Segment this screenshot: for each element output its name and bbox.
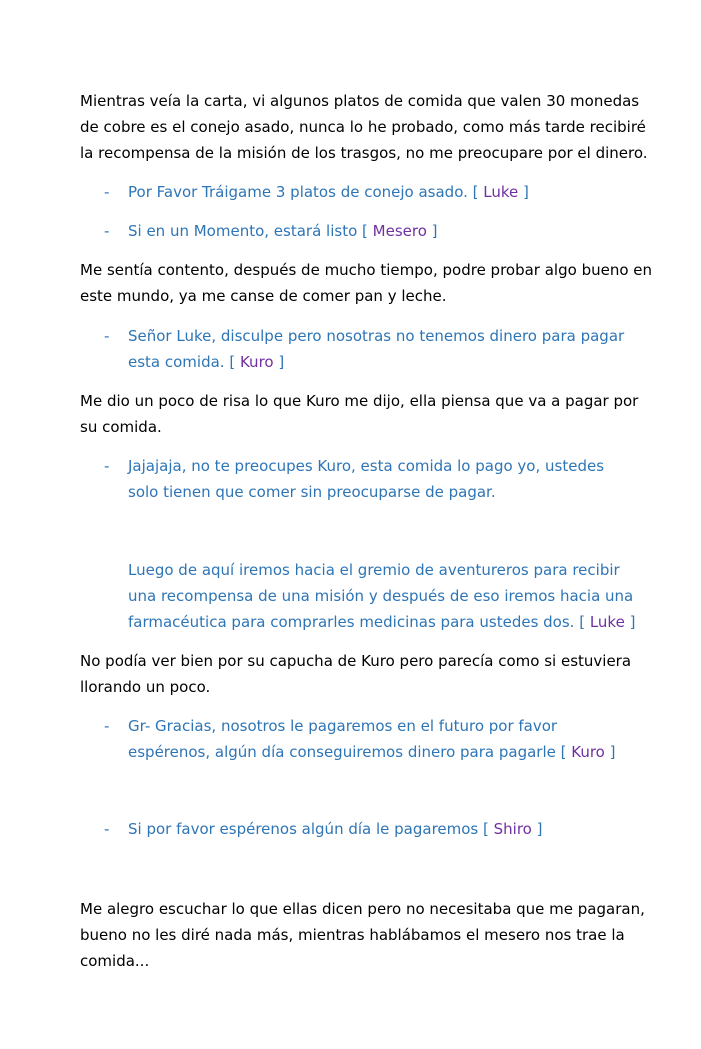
dialog-text-line: [128, 609, 636, 635]
dialog-dash: -: [104, 183, 110, 201]
narration-paragraph: [80, 257, 653, 309]
dialog-text-body: farmacéutica para comprarles medicinas para ustedes dos. [: [128, 613, 590, 631]
dialog-text-line: [128, 739, 624, 765]
dialog-dash: -: [104, 457, 110, 475]
dialog-line: [104, 453, 624, 505]
dialog-text-body: espérenos, algún día conseguiremos dinero para pagarle [: [128, 743, 572, 761]
dialog-text-line: Jajajaja, no te preocupes Kuro, esta comida lo pago yo, ustedes: [128, 457, 605, 475]
text-line: de cobre es el conejo asado, nunca lo he probado, como más tarde recibiré: [80, 118, 646, 136]
dialog-text-line: solo tienen que comer sin preocuparse de pagar.: [128, 483, 496, 501]
speaker-name: Luke: [589, 613, 625, 631]
bracket-close: ]: [426, 222, 438, 240]
text-line: No podía ver bien por su capucha de Kuro pero parecía como si estuviera: [80, 652, 632, 670]
dialog-text: [128, 218, 624, 244]
dialog-text-line: Gr- Gracias, nosotros le pagaremos en el futuro por favor: [128, 717, 558, 735]
text-line: este mundo, ya me canse de comer pan y leche.: [80, 287, 447, 305]
text-line: comida...: [80, 952, 150, 970]
dialog-text-line: Luego de aquí iremos hacia el gremio de aventureros para recibir: [128, 561, 620, 579]
bracket-close: ]: [531, 820, 543, 838]
narration-paragraph: [80, 88, 648, 166]
dialog-dash: -: [104, 222, 110, 240]
bracket-close: ]: [604, 743, 616, 761]
dialog-line: [104, 816, 624, 842]
dialog-text-body: esta comida. [: [128, 353, 240, 371]
speaker-name: Luke: [483, 183, 519, 201]
dialog-text: [128, 323, 624, 375]
dialog-text-line: [128, 349, 624, 375]
dialog-text: [128, 453, 624, 505]
dialog-text-line: Señor Luke, disculpe pero nosotras no tenemos dinero para pagar: [128, 327, 625, 345]
text-line: llorando un poco.: [80, 678, 211, 696]
dialog-text-body: Si en un Momento, estará listo [: [128, 222, 373, 240]
text-line: Me alegro escuchar lo que ellas dicen pero no necesitaba que me pagaran,: [80, 900, 645, 918]
text-line: la recompensa de la misión de los trasgos, no me preocupare por el dinero.: [80, 144, 648, 162]
dialog-text-line: una recompensa de una misión y después de eso iremos hacia una: [128, 587, 634, 605]
dialog-text-body: Por Favor Tráigame 3 platos de conejo asado. [: [128, 183, 484, 201]
dialog-line: [104, 218, 624, 244]
narration-paragraph: [80, 896, 645, 974]
narration-paragraph: [80, 388, 640, 440]
dialog-text: [128, 816, 624, 842]
text-line: bueno no les diré nada más, mientras hablábamos el mesero nos trae la: [80, 926, 625, 944]
text-line: Me sentía contento, después de mucho tiempo, podre probar algo bueno en: [80, 261, 653, 279]
dialog-line: [104, 179, 624, 205]
dialog-line: [104, 713, 624, 765]
dialog-dash: -: [104, 820, 110, 838]
dialog-continuation: [128, 557, 636, 635]
bracket-close: ]: [624, 613, 636, 631]
dialog-dash: -: [104, 327, 110, 345]
speaker-name: Kuro: [571, 743, 605, 761]
bracket-close: ]: [518, 183, 529, 201]
dialog-text: [128, 713, 624, 765]
text-line: Me dio un poco de risa lo que Kuro me dijo, ella piensa que va a pagar por: [80, 392, 639, 410]
bracket-close: ]: [273, 353, 285, 371]
dialog-text: [128, 179, 624, 205]
text-line: su comida.: [80, 418, 162, 436]
speaker-name: Kuro: [239, 353, 274, 371]
dialog-line: [104, 323, 624, 375]
text-line: Mientras veía la carta, vi algunos platos de comida que valen 30 monedas: [80, 92, 640, 110]
dialog-text-body: Si por favor espérenos algún día le pagaremos [: [128, 820, 494, 838]
dialog-dash: -: [104, 717, 110, 735]
speaker-name: Shiro: [493, 820, 532, 838]
narration-paragraph: [80, 648, 640, 700]
speaker-name: Mesero: [372, 222, 427, 240]
